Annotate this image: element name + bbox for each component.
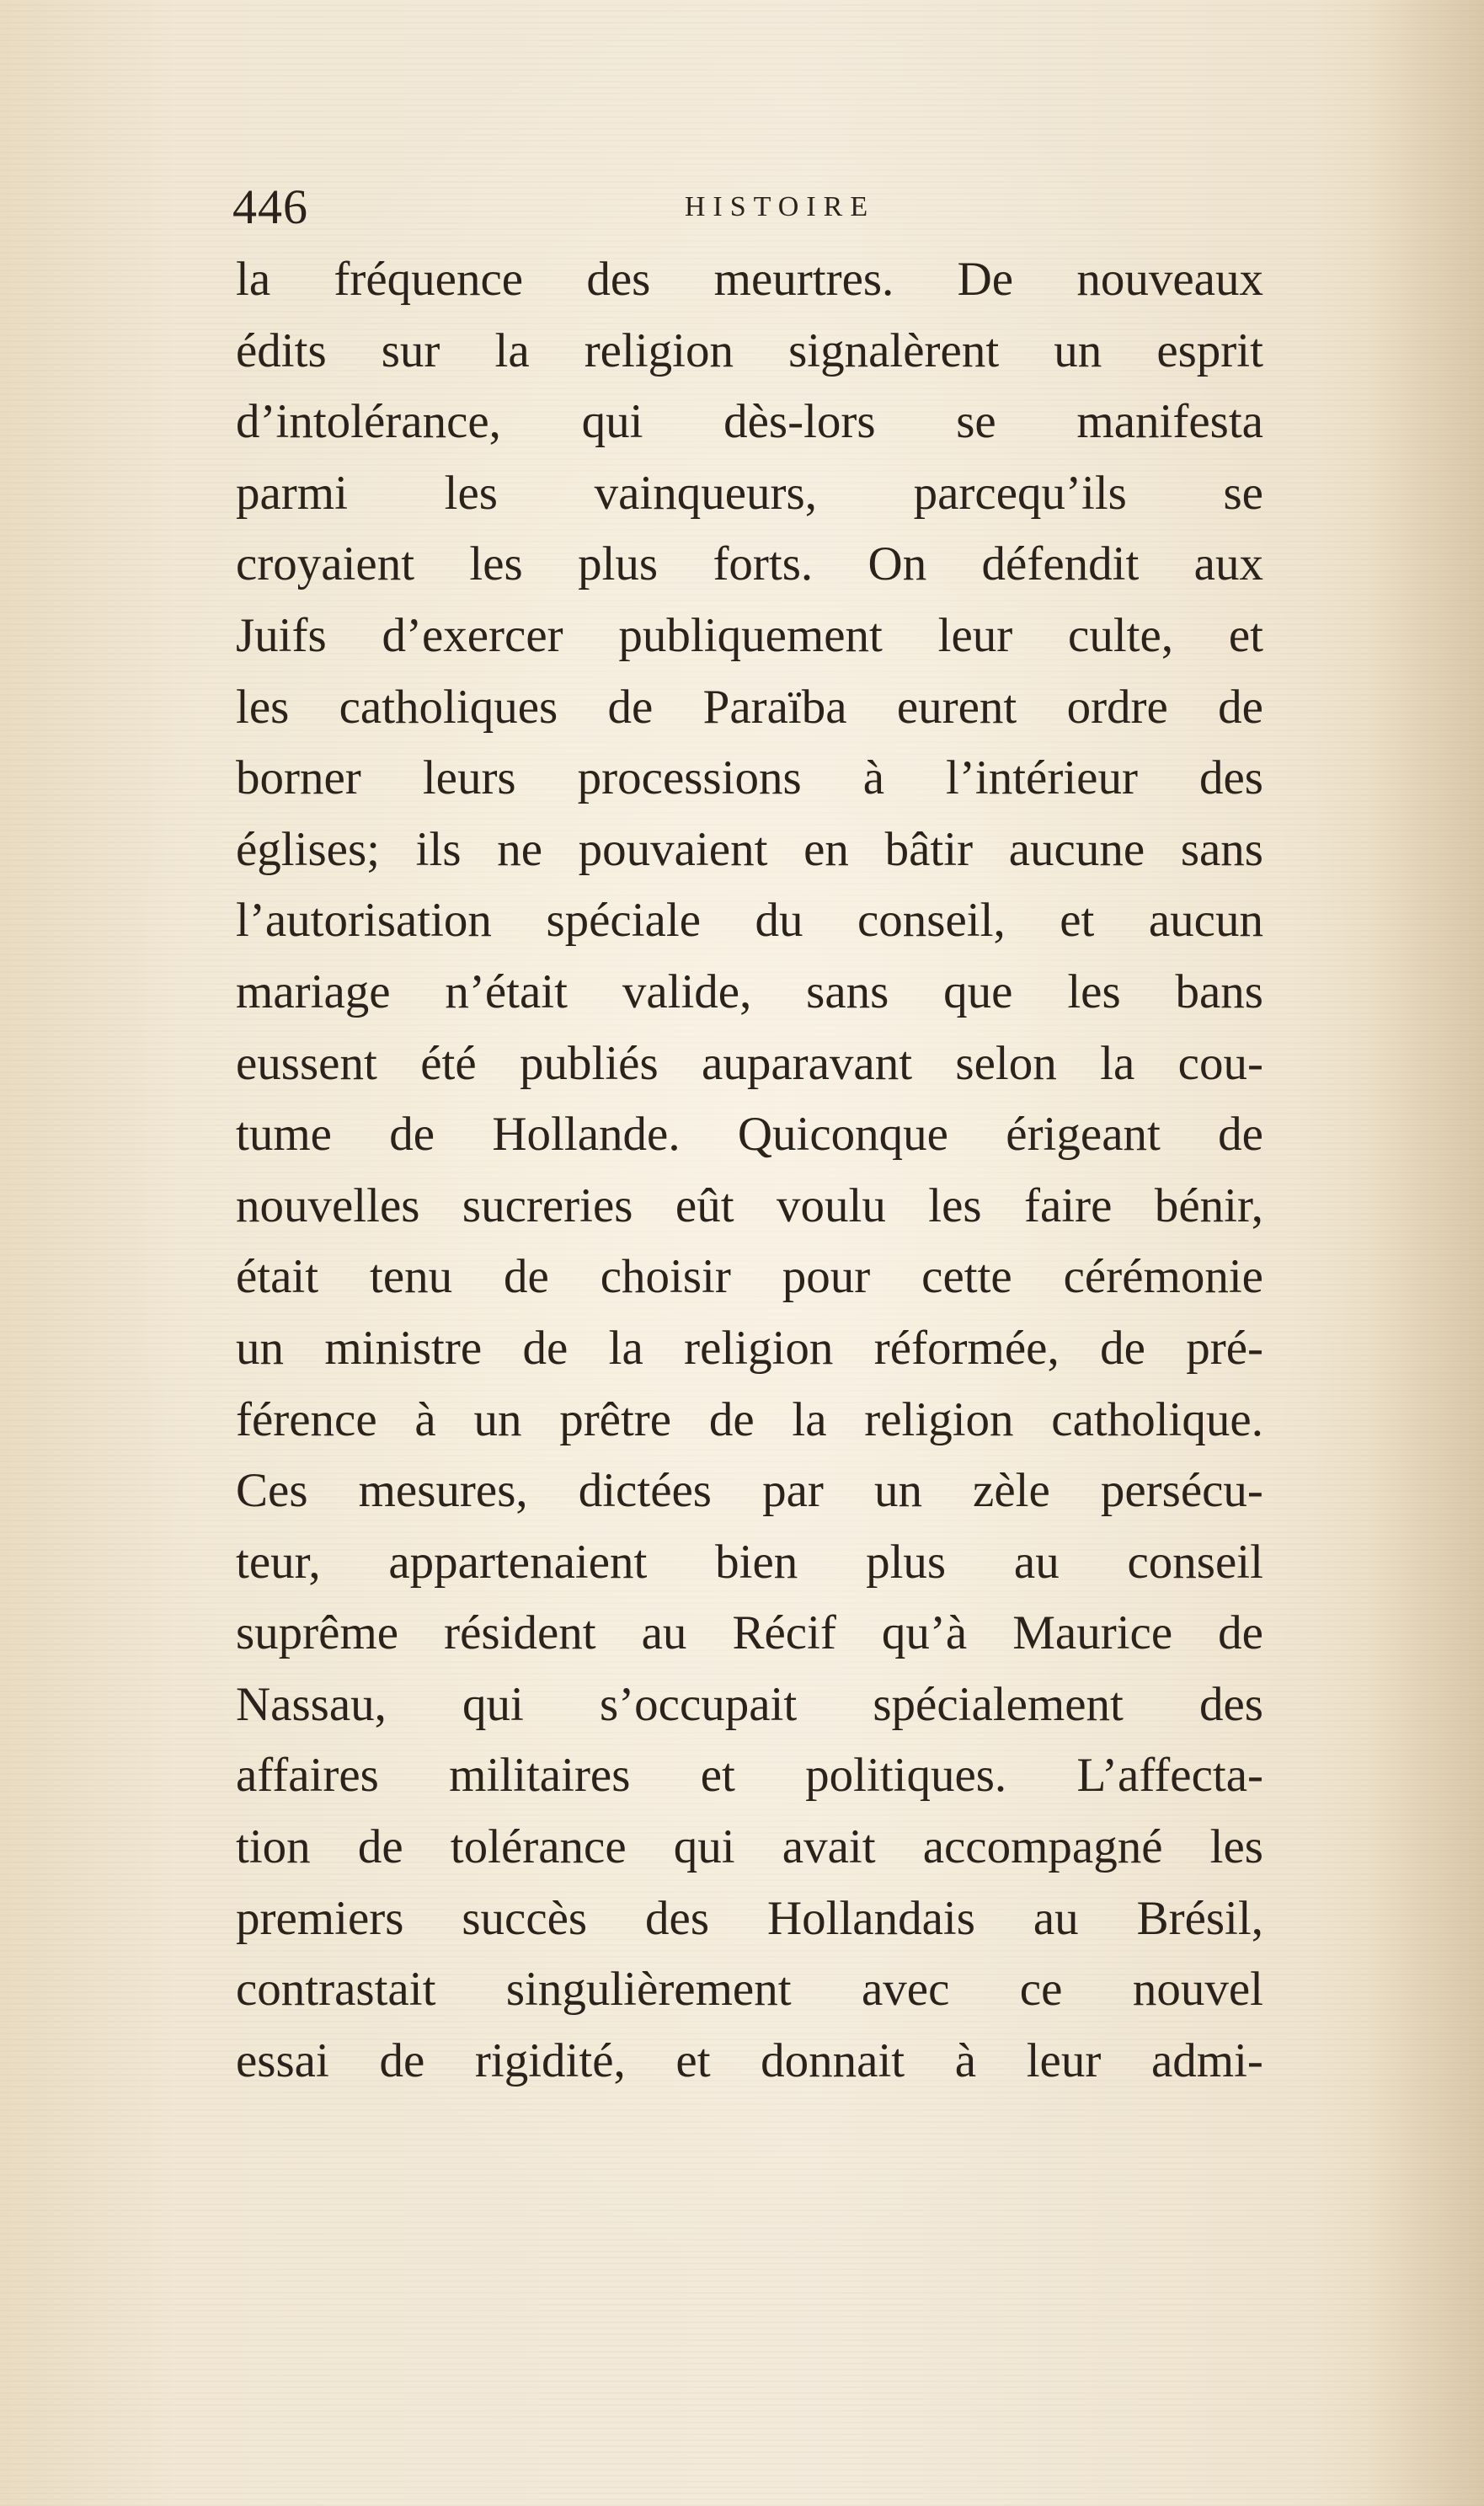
text-line: eussent été publiés auparavant selon la cou- <box>236 1036 1263 1090</box>
text-line: la fréquence des meurtres. De nouveaux <box>236 253 1263 306</box>
text-line: teur, appartenaient bien plus au conseil <box>236 1535 1263 1589</box>
text-line: suprême résident au Récif qu’à Maurice de <box>236 1606 1263 1660</box>
text-line: était tenu de choisir pour cette cérémonie <box>236 1250 1263 1304</box>
text-line: affaires militaires et politiques. L’affecta- <box>236 1749 1263 1803</box>
text-line: édits sur la religion signalèrent un esprit <box>236 323 1263 377</box>
text-line: un ministre de la religion réformée, de pré- <box>236 1321 1263 1375</box>
text-line: premiers succès des Hollandais au Brésil, <box>236 1891 1263 1945</box>
running-head: HISTOIRE <box>684 191 876 222</box>
text-line: Juifs d’exercer publiquement leur culte, et <box>236 608 1263 662</box>
body-text <box>236 244 1263 2097</box>
text-line: l’autorisation spéciale du conseil, et aucun <box>236 894 1263 948</box>
text-line: mariage n’était valide, sans que les bans <box>236 964 1263 1018</box>
text-line: nouvelles sucreries eût voulu les faire bénir, <box>236 1178 1263 1232</box>
text-line: essai de rigidité, et donnait à leur admi- <box>236 2033 1263 2087</box>
text-line: d’intolérance, qui dès-lors se manifesta <box>236 395 1263 449</box>
text-line: tume de Hollande. Quiconque érigeant de <box>236 1108 1263 1162</box>
text-line: tion de tolérance qui avait accompagné les <box>236 1820 1263 1874</box>
text-line: Ces mesures, dictées par un zèle persécu- <box>236 1464 1263 1518</box>
page-edge-shadow <box>1366 0 1484 2506</box>
text-line: férence à un prêtre de la religion catholique. <box>236 1392 1263 1446</box>
text-line: Nassau, qui s’occupait spécialement des <box>236 1677 1263 1731</box>
text-line: les catholiques de Paraïba eurent ordre de <box>236 680 1263 734</box>
page-number: 446 <box>232 179 308 234</box>
page-header <box>232 177 1268 238</box>
text-line: parmi les vainqueurs, parcequ’ils se <box>236 466 1263 520</box>
text-line: églises; ils ne pouvaient en bâtir aucune sans <box>236 822 1263 876</box>
text-line: croyaient les plus forts. On défendit aux <box>236 537 1263 591</box>
text-line: borner leurs processions à l’intérieur des <box>236 751 1263 805</box>
text-line: contrastait singulièrement avec ce nouvel <box>236 1963 1263 2017</box>
